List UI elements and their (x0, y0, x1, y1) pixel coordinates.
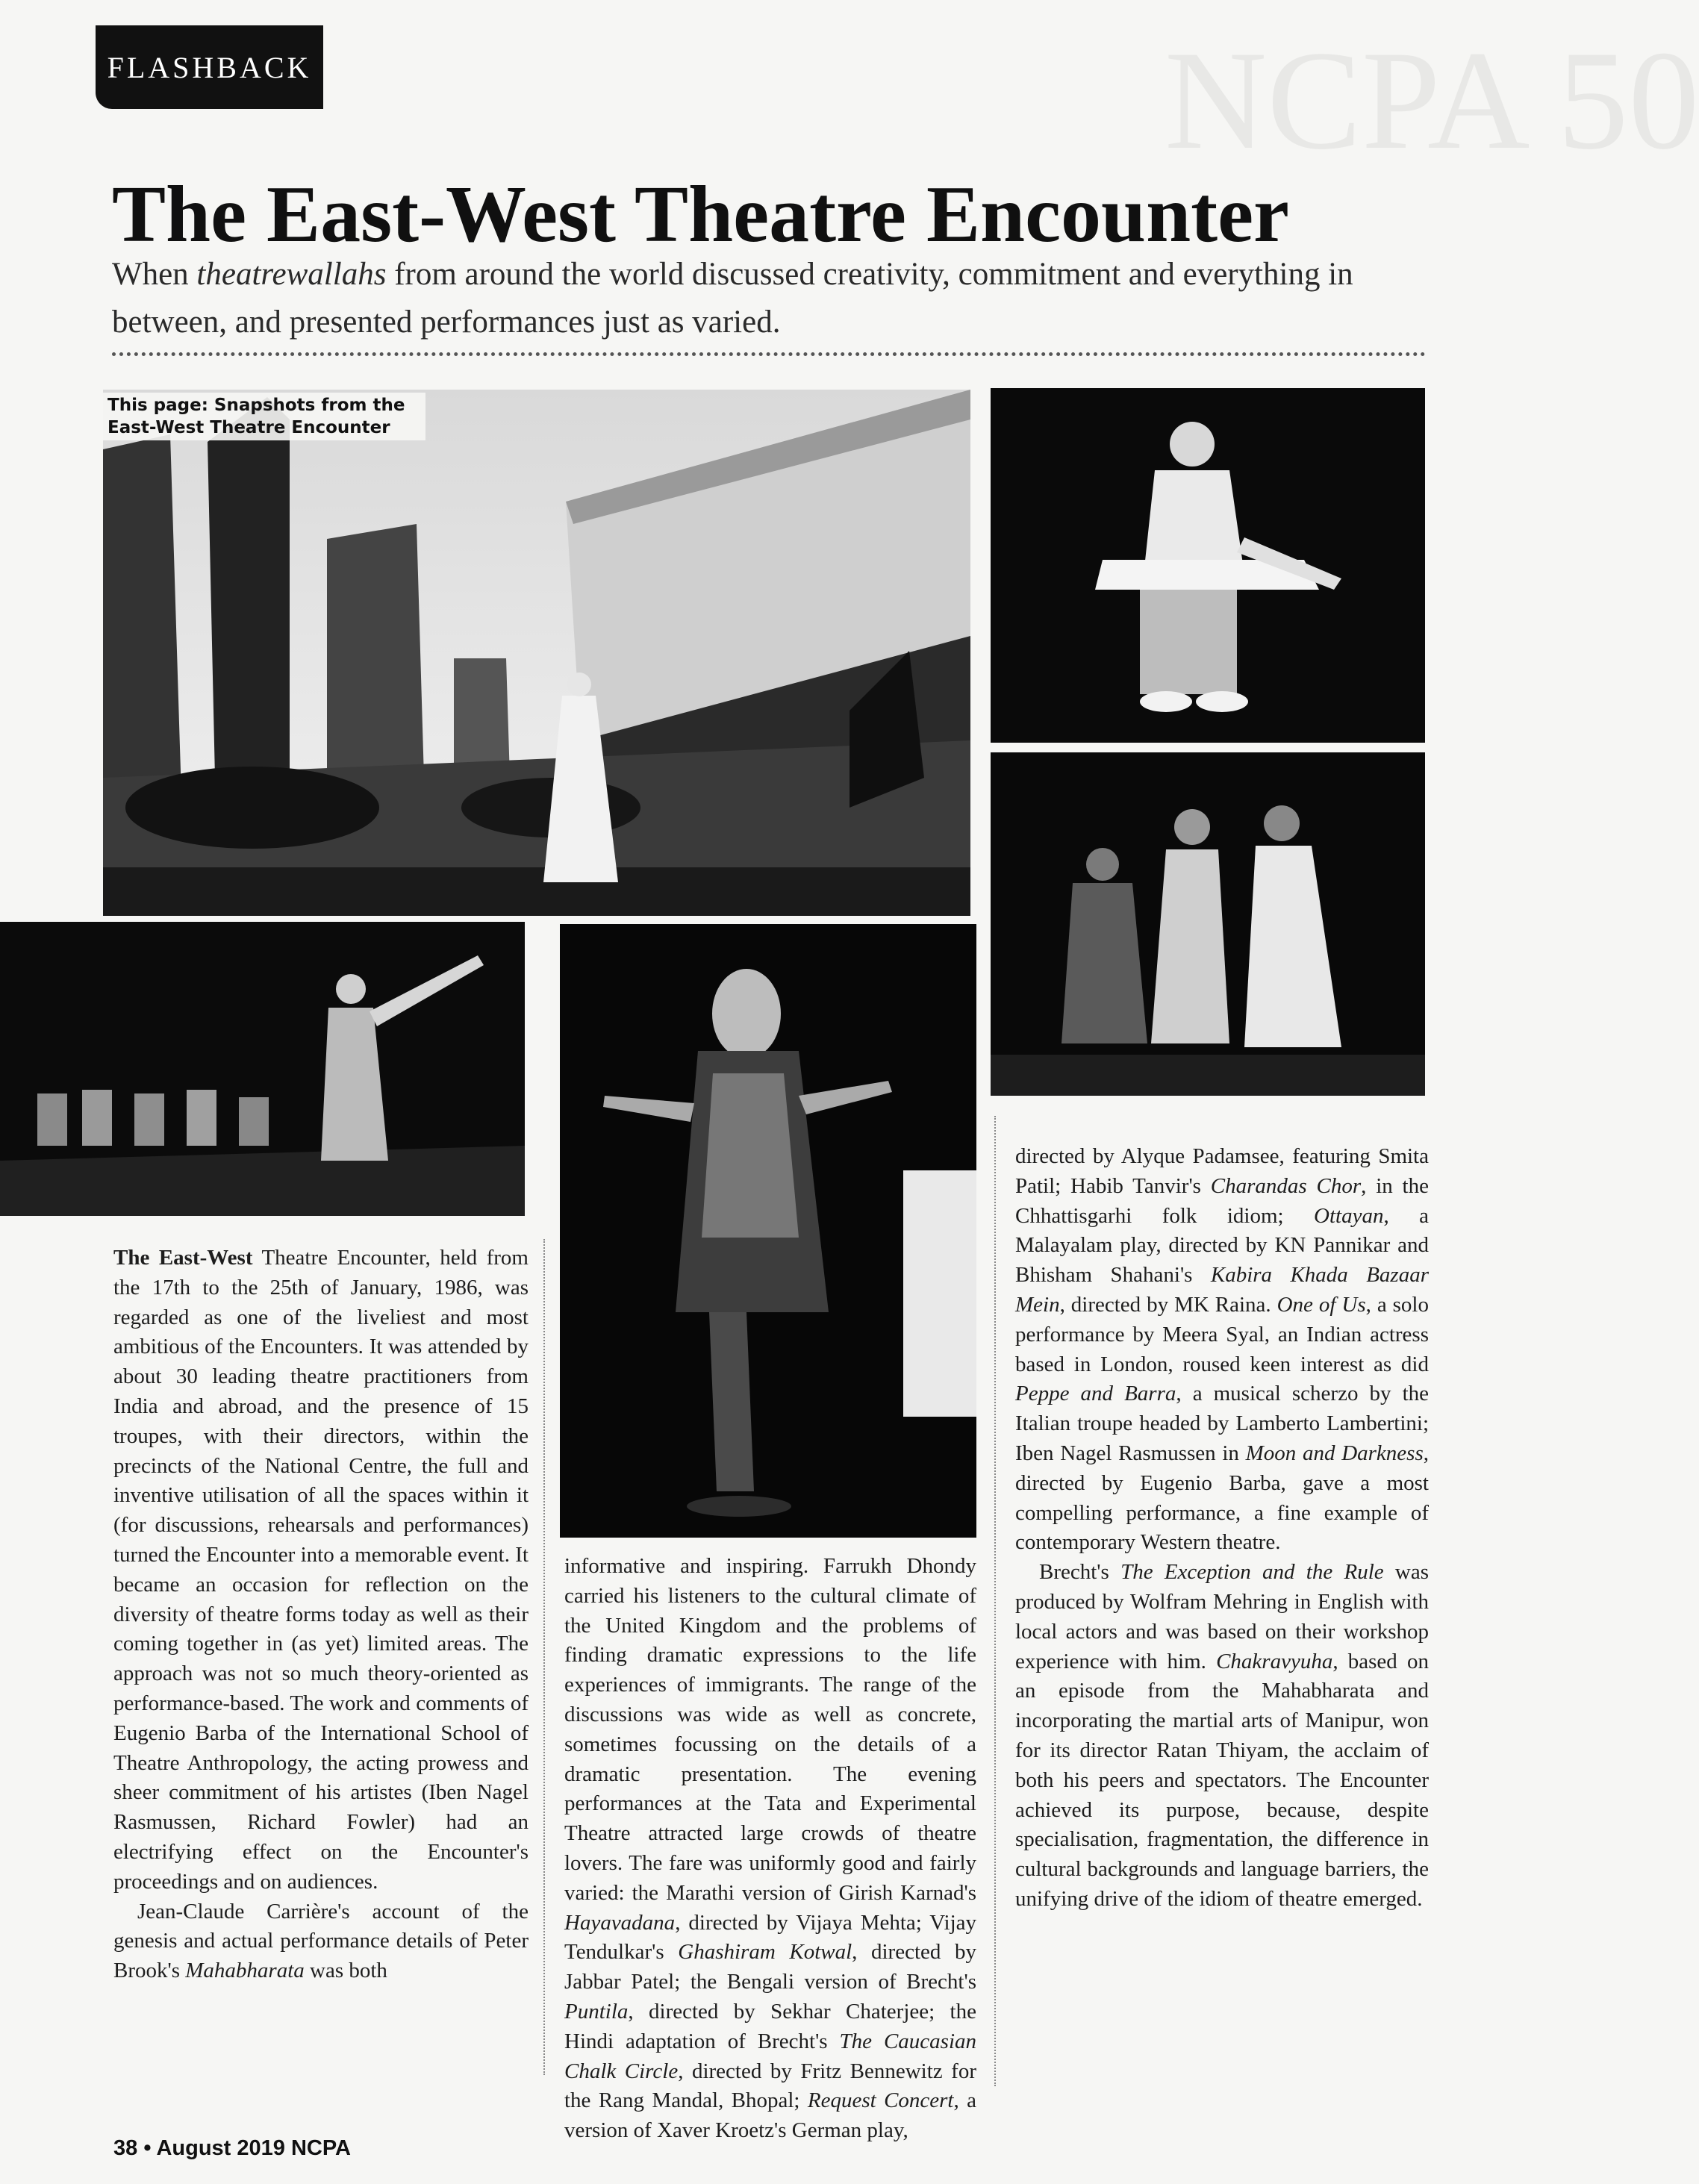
photo-group-on-stage (991, 752, 1425, 1096)
paragraph-1: The East-West Theatre Encounter, held from the 17th to the 25th of January, 1986, was regarded as one of the liveliest and most ambitious of the Encounters. It was attended by about 30 leading theatre practitioners from India and abroad, and the presence of 15 troupes, with their directors, within the precincts of the National Centre, the full and inventive utilisation of all the spaces within it (for discussions, rehearsals and performances) turned the Encounter into a memorable event. It became an occasion for reflection on the diversity of theatre forms today as well as their coming together in (as yet) limited areas. The approach was not so much theory-oriented as performance-based. The work and comments of Eugenio Barba of the International School of Theatre Anthropology, the acting prowess and sheer commitment of his artistes (Iben Nagel Rasmussen, Richard Fowler) had an electrifying effect on the Encounter's proceedings and on audiences. (113, 1246, 529, 1894)
column-rule-1 (543, 1239, 545, 2075)
title-divider (112, 352, 1426, 356)
photo-stage-orchestra (0, 922, 525, 1216)
photo-street-performance-image (103, 390, 970, 916)
photo-street-performance (103, 390, 970, 916)
body-column-1 (113, 1244, 529, 1986)
ncpa-50-watermark: NCPA 50 (1165, 22, 1699, 179)
photo-stage-orchestra-image (0, 922, 525, 1216)
section-tag: FLASHBACK (96, 25, 323, 109)
page-footer: 38 • August 2019 NCPA (113, 2136, 351, 2160)
photo-masked-performer-image (560, 924, 976, 1538)
paragraph-5: Brecht's The Exception and the Rule was produced by Wolfram Mehring in English with local actors and was based on their workshop experience with him. Chakravyuha, based on an episode from the Mahabharata and incorporating the martial arts of Manipur, won for its director Ratan Thiyam, the acclaim of both his peers and spectators. The Encounter achieved its purpose, because, despite specialisation, fragmentation, the difference in cultural backgrounds and language barriers, the unifying drive of the idiom of theatre emerged. (1015, 1560, 1430, 1911)
paragraph-3: informative and inspiring. Farrukh Dhondy carried his listeners to the cultural climate of the United Kingdom and the problems of finding dramatic expressions to the life experiences of immigrants. The range of the discussions was wide as well as concrete, sometimes focussing on the details of a dramatic presentation. The evening performances at the Tata and Experimental Theatre attracted large crowds of theatre lovers. The fare was uniformly good and fairly varied: the Marathi version of Girish Karnad's Hayavadana, directed by Vijaya Mehta; Vijay Tendulkar's Ghashiram Kotwal, directed by Jabbar Patel; the Bengali version of Brecht's Puntila, directed by Sekhar Chaterjee; the Hindi adaptation of Brecht's The Caucasian Chalk Circle, directed by Fritz Bennewitz for the Rang Mandal, Bhopal; Request Concert, a version of Xaver Kroetz's German play, (564, 1554, 977, 2143)
paragraph-2: Jean-Claude Carrière's account of the genesis and actual performance details of Peter Brook's Mahabharata was both (113, 1899, 529, 1983)
body-column-2 (564, 1552, 976, 2146)
article-title: The East-West Theatre Encounter (112, 170, 1289, 259)
issue-label: August 2019 NCPA (156, 2136, 351, 2160)
photo-caption (103, 393, 425, 440)
column-rule-2 (994, 1116, 996, 2086)
photo-group-on-stage-image (991, 752, 1425, 1096)
photo-performer-white-suit (991, 388, 1425, 743)
caption-line-2: East-West Theatre Encounter (107, 418, 390, 437)
photo-masked-performer (560, 924, 976, 1538)
body-column-3 (1015, 1142, 1429, 1915)
caption-line-1: This page: Snapshots from the (107, 396, 405, 415)
paragraph-4: directed by Alyque Padamsee, featuring Smita Patil; Habib Tanvir's Charandas Chor, in the Chhattisgarhi folk idiom; Ottayan, a Malayalam play, directed by KN Pannikar and Bhisham Shahani's Kabira Khada Bazaar Mein, directed by MK Raina. One of Us, a solo performance by Meera Syal, an Indian actress based in London, roused keen interest as did Peppe and Barra, a musical scherzo by the Italian troupe headed by Lamberto Lambertini; Iben Nagel Rasmussen in Moon and Darkness, directed by Eugenio Barba, gave a most compelling performance, a fine example of contemporary Western theatre. (1015, 1144, 1430, 1555)
article-subtitle: When theatrewallahs from around the world discussed creativity, commitment and everything in between, and presented performances just as varied. (112, 257, 1353, 340)
photo-performer-white-suit-image (991, 388, 1425, 743)
page-number: 38 (113, 2136, 138, 2160)
